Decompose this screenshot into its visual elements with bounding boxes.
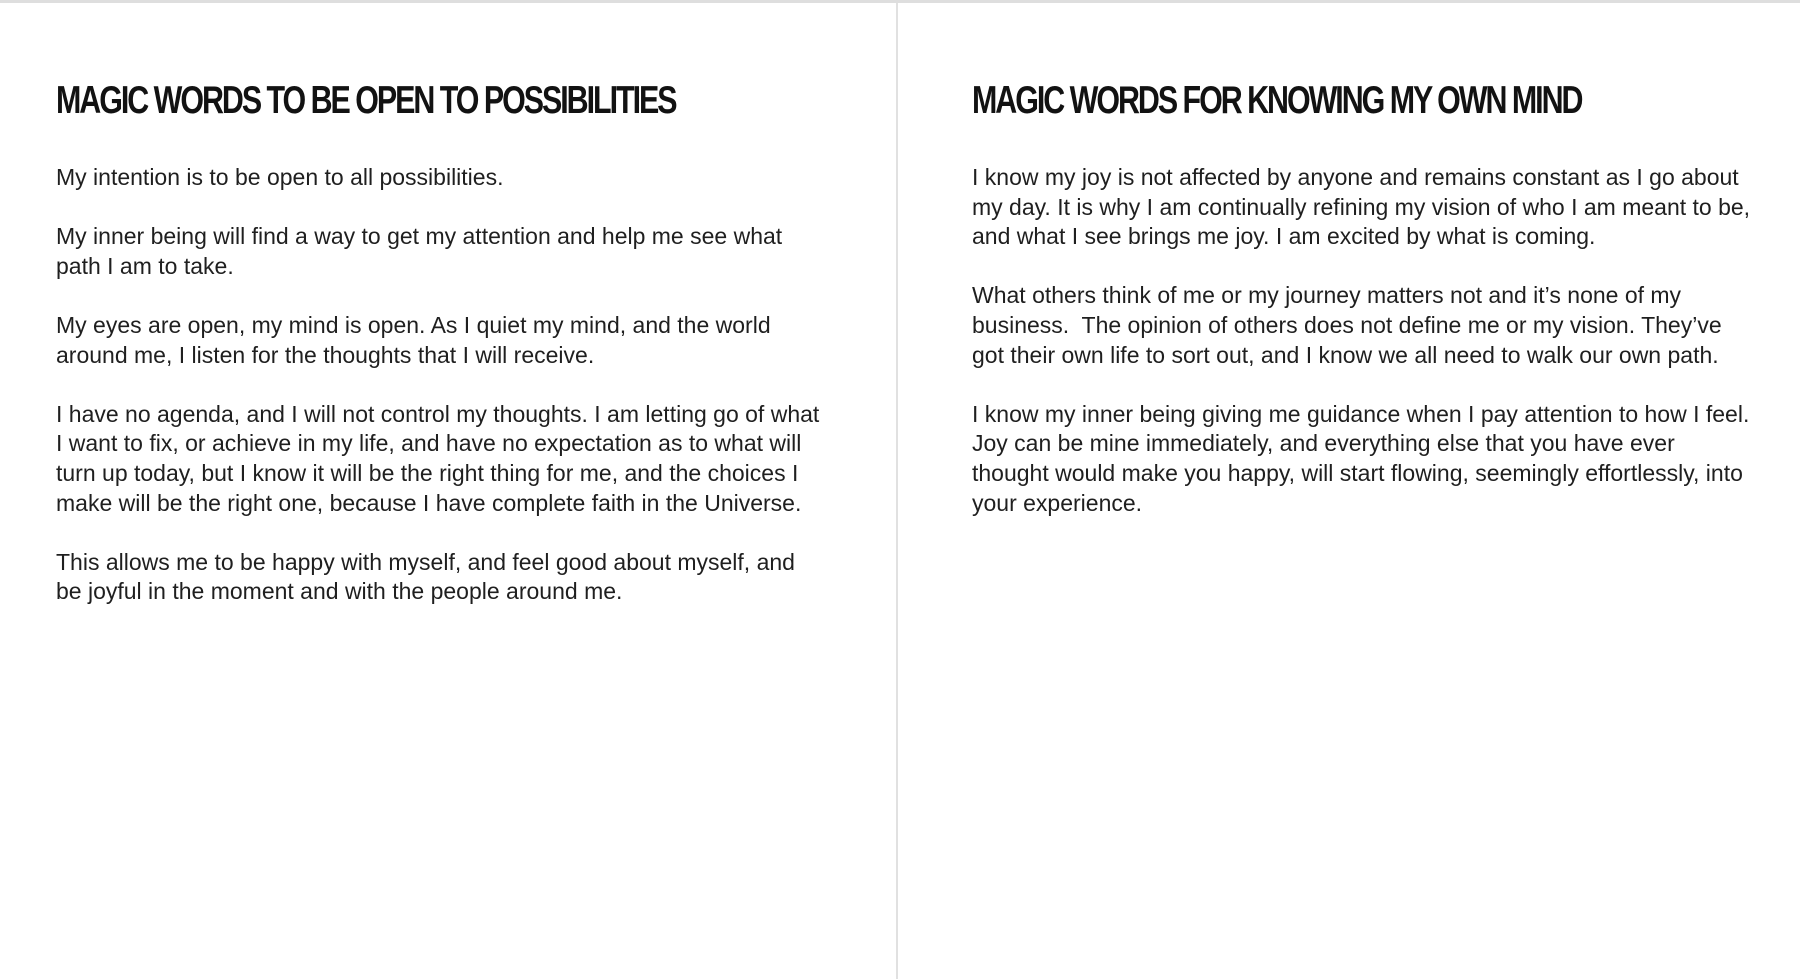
- right-paragraph: I know my joy is not affected by anyone and remains constant as I go about my day. It is why I am continually refining my vision of who I am meant to be, and what I see brings me joy. I am excited by what is coming.: [972, 164, 1757, 250]
- left-page: [0, 3, 896, 979]
- right-page-body: [972, 163, 1757, 548]
- right-page-heading: MAGIC WORDS FOR KNOWING MY OWN MIND: [972, 79, 1582, 122]
- left-page-heading: MAGIC WORDS TO BE OPEN TO POSSIBILITIES: [56, 79, 676, 122]
- right-paragraph: I know my inner being giving me guidance when I pay attention to how I feel. Joy can be mine immediately, and everything else that you have ever thought would make you happy, will start flowing, seemingly effortlessly, into your experience.: [972, 400, 1756, 516]
- left-paragraph: My inner being will find a way to get my attention and help me see what path I am to take.: [56, 223, 789, 279]
- left-page-body: [56, 163, 826, 637]
- right-page: [898, 3, 1800, 979]
- right-paragraph: What others think of me or my journey matters not and it’s none of my business. The opinion of others does not define me or my vision. They’ve got their own life to sort out, and I know we all need to walk our own path.: [972, 282, 1729, 368]
- left-paragraph: This allows me to be happy with myself, and feel good about myself, and be joyful in the moment and with the people around me.: [56, 548, 802, 605]
- left-paragraph: My intention is to be open to all possibilities.: [56, 164, 504, 190]
- left-paragraph: I have no agenda, and I will not control my thoughts. I am letting go of what I want to fix, or achieve in my life, and have no expectation as to what will turn up today, but I know it will be the right thing for me, and the choices I make will be the right one, because I have complete faith in the Universe.: [56, 400, 826, 516]
- left-paragraph: My eyes are open, my mind is open. As I quiet my mind, and the world around me, I listen for the thoughts that I will receive.: [56, 311, 778, 368]
